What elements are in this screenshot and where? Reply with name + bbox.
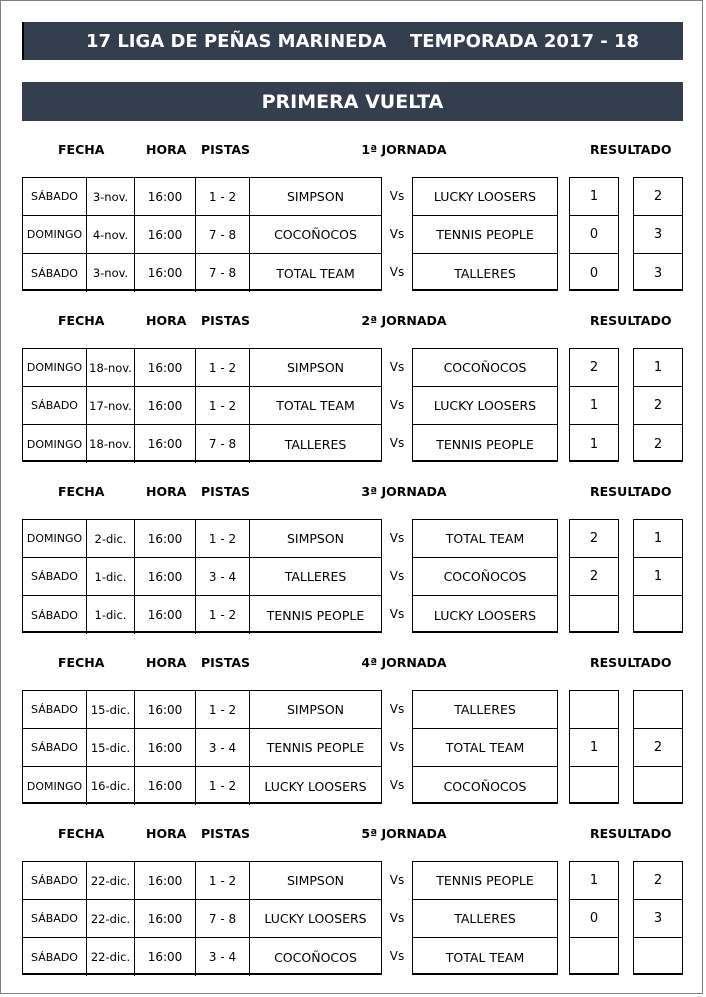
match-courts: 3 - 4 [196,938,250,976]
match-day: DOMINGO [23,216,87,253]
away-team-table [412,519,558,633]
home-score: 1 [570,729,618,767]
jornada-header [0,824,706,844]
match-row [23,520,381,558]
match-row [23,900,381,938]
away-team: TENNIS PEOPLE [436,436,534,452]
home-team: COCOÑOCOS [274,227,357,242]
vs-column [382,861,412,975]
match-table [22,177,382,291]
vs-column [382,177,412,291]
section-title: PRIMERA VUELTA [261,90,444,113]
vs-label: Vs [389,778,405,792]
col-pistas: PISTAS [201,484,251,499]
away-score [634,596,682,634]
vs-label: Vs [389,360,405,374]
away-score: 2 [634,729,682,767]
away-team-table [412,177,558,291]
jornada-title: 3ª JORNADA [361,484,447,499]
away-score: 1 [634,558,682,596]
match-time: 16:00 [135,862,196,899]
match-date: 17-nov. [87,387,135,424]
jornada-title: 4ª JORNADA [361,655,447,670]
away-score-table [633,177,683,291]
jornada-header [0,482,706,502]
vs-column [382,690,412,804]
vs-label: Vs [389,569,405,583]
home-score: 0 [589,265,599,281]
match-date: 2-dic. [87,520,135,557]
match-date: 22-dic. [87,900,135,937]
match-day: SÁBADO [23,900,87,937]
match-day: SÁBADO [23,596,87,634]
match-courts: 7 - 8 [196,425,250,463]
vs-label: Vs [389,227,405,241]
match-day: SÁBADO [23,862,87,899]
vs-label: Vs [389,873,405,887]
match-time: 16:00 [135,558,196,595]
match-courts: 1 - 2 [196,520,250,557]
away-score-table [633,519,683,633]
vs-label: Vs [389,740,405,754]
vs-label: Vs [389,531,405,545]
home-score [570,691,618,729]
match-date: 22-dic. [87,938,135,976]
col-resultado: RESULTADO [590,484,672,499]
away-team: TOTAL TEAM [445,949,525,965]
match-day: SÁBADO [23,254,87,292]
home-team: TENNIS PEOPLE [266,607,365,623]
away-team-table [412,690,558,804]
match-day: DOMINGO [23,349,87,386]
home-score-table [569,519,619,633]
col-hora: HORA [146,313,187,328]
away-score: 3 [634,216,682,254]
vs-label: Vs [389,436,405,450]
match-date: 15-dic. [87,729,135,766]
match-courts: 7 - 8 [196,900,250,937]
match-time: 16:00 [135,520,196,557]
match-courts: 1 - 2 [196,349,250,386]
match-time: 16:00 [135,900,196,937]
col-hora: HORA [146,142,187,157]
away-score [634,691,682,729]
vs-column [382,348,412,462]
match-row [23,178,381,216]
vs-label: Vs [389,189,405,203]
home-score-table [569,861,619,975]
away-team: TENNIS PEOPLE [413,862,557,900]
away-score: 2 [653,436,663,452]
home-team: SIMPSON [286,531,345,546]
match-courts: 7 - 8 [196,254,250,292]
match-time: 16:00 [135,767,196,805]
home-score: 2 [570,520,618,558]
match-courts: 1 - 2 [196,596,250,634]
away-team: COCOÑOCOS [413,349,557,387]
vs-label: Vs [389,949,405,963]
match-date: 18-nov. [87,349,135,386]
match-courts: 1 - 2 [196,178,250,215]
match-table [22,348,382,462]
match-courts: 3 - 4 [196,558,250,595]
home-score-table [569,690,619,804]
jornada-header [0,311,706,331]
home-score: 1 [570,862,618,900]
match-date: 1-dic. [87,558,135,595]
match-date: 1-dic. [87,596,135,634]
home-team: LUCKY LOOSERS [264,911,367,926]
col-hora: HORA [146,484,187,499]
col-resultado: RESULTADO [590,655,672,670]
home-team: COCOÑOCOS [274,949,357,965]
home-team: TALLERES [284,436,347,452]
home-score-table [569,348,619,462]
match-row [23,349,381,387]
home-score: 1 [589,436,599,452]
match-row [23,938,381,976]
match-date: 15-dic. [87,691,135,728]
match-row [23,254,381,292]
vs-label: Vs [389,398,405,412]
match-day: SÁBADO [23,558,87,595]
section-title-bar [22,82,683,121]
match-day: SÁBADO [23,387,87,424]
away-score: 1 [634,349,682,387]
match-day: DOMINGO [23,425,87,463]
home-team: TOTAL TEAM [276,398,355,413]
match-date: 16-dic. [87,767,135,805]
match-time: 16:00 [135,349,196,386]
away-team: TOTAL TEAM [413,729,557,767]
away-score [634,938,682,976]
league-title: 17 LIGA DE PEÑAS MARINEDA [86,30,387,52]
away-team: TALLERES [413,691,557,729]
match-day: SÁBADO [23,938,87,976]
match-time: 16:00 [135,178,196,215]
match-day: SÁBADO [23,178,87,215]
away-team: TALLERES [413,900,557,938]
away-score-table [633,861,683,975]
col-fecha: FECHA [58,313,105,328]
match-time: 16:00 [135,938,196,976]
home-score: 2 [570,558,618,596]
match-table [22,690,382,804]
home-score [570,938,618,976]
col-fecha: FECHA [58,826,105,841]
col-pistas: PISTAS [201,142,251,157]
match-table [22,861,382,975]
away-score [634,767,682,805]
match-time: 16:00 [135,425,196,463]
match-time: 16:00 [135,729,196,766]
col-resultado: RESULTADO [590,313,672,328]
match-courts: 1 - 2 [196,862,250,899]
match-date: 22-dic. [87,862,135,899]
match-time: 16:00 [135,691,196,728]
vs-label: Vs [389,607,405,621]
home-team: TENNIS PEOPLE [266,740,365,755]
jornada-title: 5ª JORNADA [361,826,447,841]
away-score: 1 [634,520,682,558]
match-row [23,691,381,729]
away-team: LUCKY LOOSERS [433,607,537,623]
match-row [23,862,381,900]
jornada-header [0,653,706,673]
home-team: SIMPSON [286,873,345,888]
home-score [570,596,618,634]
away-team: TENNIS PEOPLE [413,216,557,254]
home-score-table [569,177,619,291]
league-title-bar [22,22,683,60]
home-score: 1 [570,387,618,425]
match-day: SÁBADO [23,691,87,728]
match-day: DOMINGO [23,520,87,557]
away-score: 3 [653,265,663,281]
away-score-table [633,348,683,462]
match-time: 16:00 [135,216,196,253]
match-courts: 7 - 8 [196,216,250,253]
home-score: 0 [570,900,618,938]
match-day: SÁBADO [23,729,87,766]
jornada-header [0,140,706,160]
away-team: COCOÑOCOS [413,558,557,596]
home-team: LUCKY LOOSERS [264,778,367,794]
col-pistas: PISTAS [201,826,251,841]
home-team: TALLERES [284,569,347,584]
match-row [23,216,381,254]
home-score [570,767,618,805]
home-team: SIMPSON [286,189,345,204]
away-score: 2 [634,178,682,216]
match-date: 4-nov. [87,216,135,253]
col-pistas: PISTAS [201,655,251,670]
away-team: TOTAL TEAM [413,520,557,558]
away-team: COCOÑOCOS [443,778,527,794]
vs-label: Vs [389,702,405,716]
away-team: LUCKY LOOSERS [413,178,557,216]
match-time: 16:00 [135,596,196,634]
col-resultado: RESULTADO [590,142,672,157]
away-team: LUCKY LOOSERS [413,387,557,425]
match-date: 3-nov. [87,178,135,215]
match-row [23,387,381,425]
vs-label: Vs [389,265,405,279]
col-pistas: PISTAS [201,313,251,328]
home-score: 1 [570,178,618,216]
home-score: 0 [570,216,618,254]
match-courts: 1 - 2 [196,387,250,424]
match-table [22,519,382,633]
col-fecha: FECHA [58,142,105,157]
match-day: DOMINGO [23,767,87,805]
match-date: 3-nov. [87,254,135,292]
match-row [23,729,381,767]
vs-label: Vs [389,911,405,925]
away-score: 2 [634,387,682,425]
away-team-table [412,861,558,975]
col-resultado: RESULTADO [590,826,672,841]
match-courts: 3 - 4 [196,729,250,766]
match-date: 18-nov. [87,425,135,463]
away-team-table [412,348,558,462]
match-courts: 1 - 2 [196,691,250,728]
col-fecha: FECHA [58,655,105,670]
jornada-title: 2ª JORNADA [361,313,447,328]
home-score: 2 [570,349,618,387]
col-hora: HORA [146,655,187,670]
away-score: 2 [634,862,682,900]
match-courts: 1 - 2 [196,767,250,805]
home-team: SIMPSON [286,702,345,717]
match-time: 16:00 [135,254,196,292]
col-fecha: FECHA [58,484,105,499]
home-team: TOTAL TEAM [276,265,355,281]
home-team: SIMPSON [286,360,345,375]
jornada-title: 1ª JORNADA [361,142,447,157]
match-row [23,767,381,805]
match-time: 16:00 [135,387,196,424]
season-title: TEMPORADA 2017 - 18 [410,30,640,52]
match-row [23,558,381,596]
away-score: 3 [634,900,682,938]
match-row [23,596,381,634]
away-score-table [633,690,683,804]
away-team: TALLERES [454,265,516,281]
vs-column [382,519,412,633]
match-row [23,425,381,463]
col-hora: HORA [146,826,187,841]
